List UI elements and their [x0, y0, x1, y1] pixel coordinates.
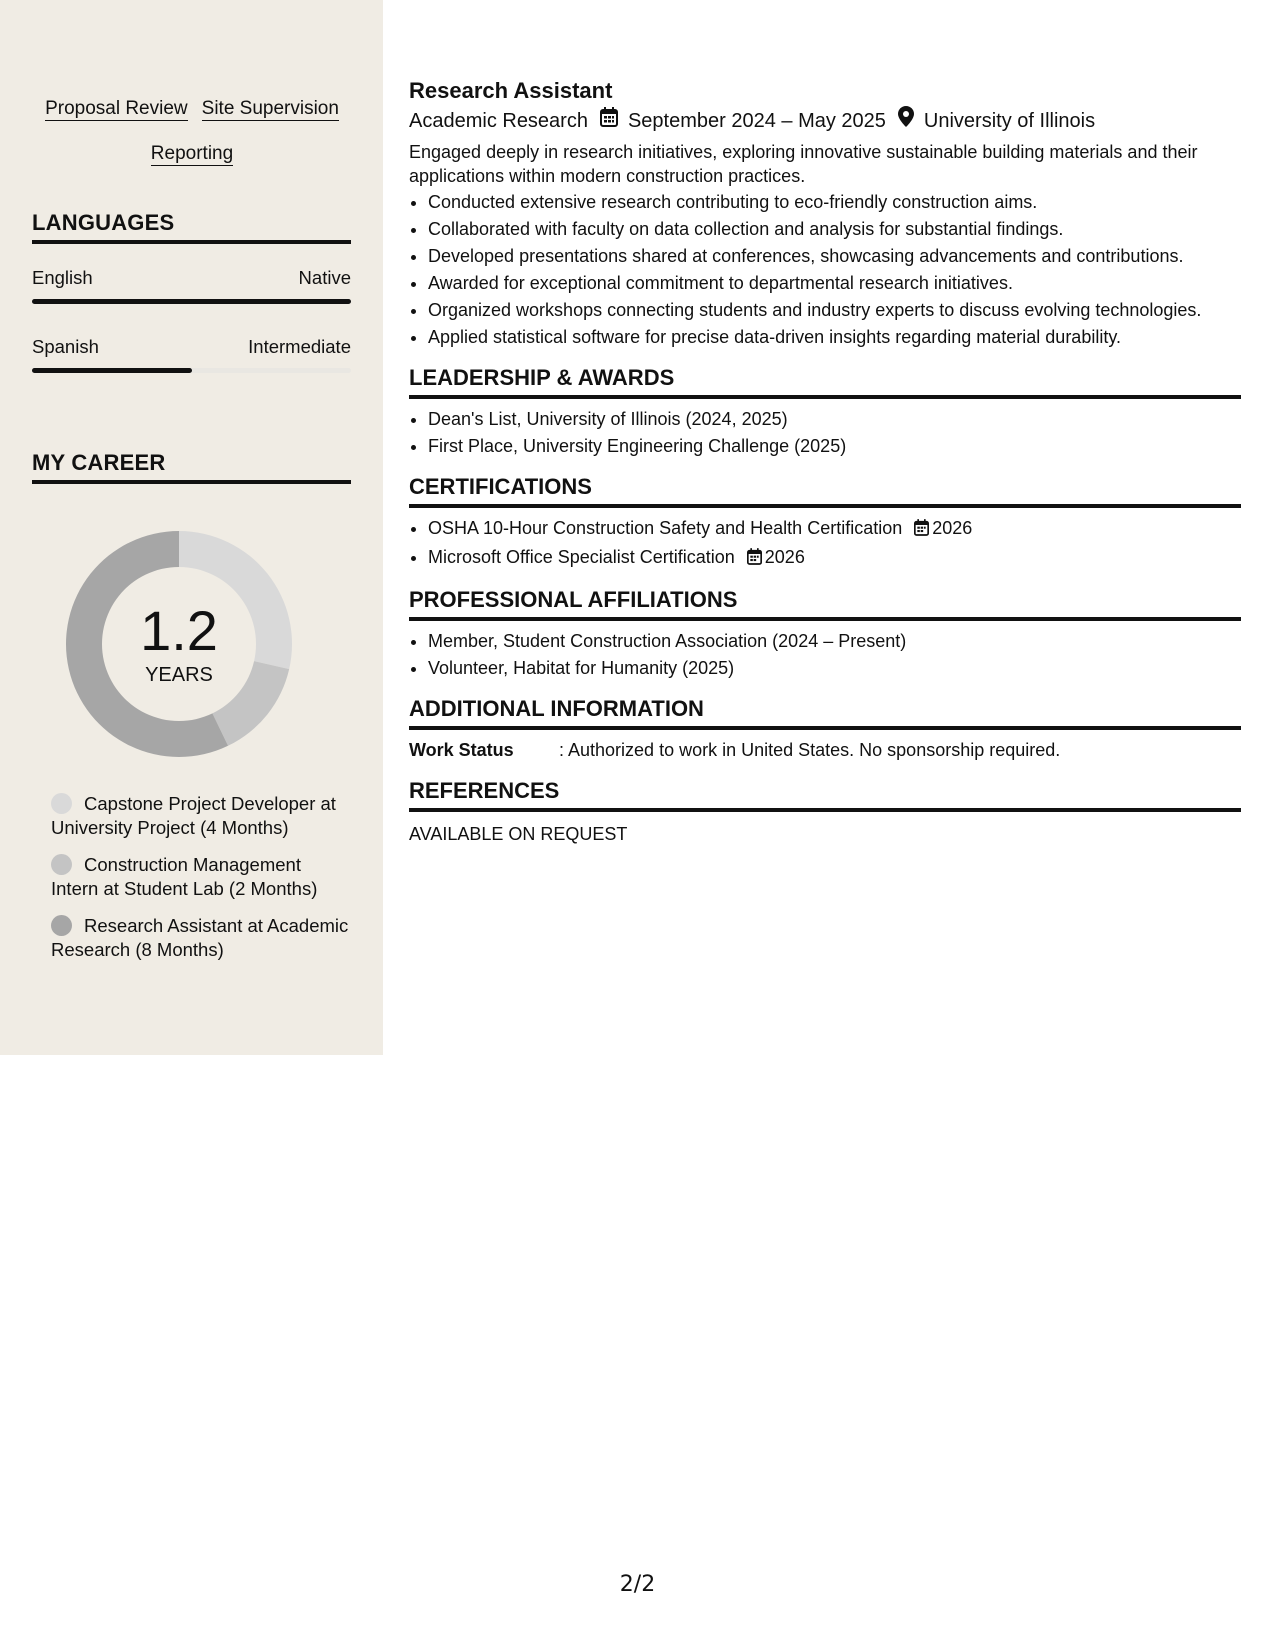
leadership-list — [409, 407, 1241, 458]
list-item: • Volunteer, Habitat for Humanity (2025) — [428, 656, 1241, 680]
work-status-label: Work Status — [409, 740, 514, 760]
languages-heading: LANGUAGES — [32, 210, 351, 244]
career-heading: MY CAREER — [32, 450, 351, 484]
certifications-list — [409, 516, 1241, 571]
additional-info-heading: ADDITIONAL INFORMATION — [409, 694, 1241, 730]
career-legend-label: Research Assistant at Academic Research (8 Months) — [51, 915, 349, 960]
list-item: • Dean's List, University of Illinois (2024, 2025) — [428, 407, 1241, 431]
list-item — [428, 516, 1241, 542]
certifications-heading: CERTIFICATIONS — [409, 472, 1241, 508]
career-legend-label: Construction Management Intern at Student Lab (2 Months) — [51, 854, 318, 899]
language-bar-fill — [32, 368, 192, 373]
language-row-spanish — [32, 336, 351, 358]
language-name: English — [32, 267, 93, 288]
skill-tag: Proposal Review — [45, 98, 188, 119]
affiliations-heading: PROFESSIONAL AFFILIATIONS — [409, 585, 1241, 621]
career-legend-item — [51, 853, 351, 901]
career-donut-chart — [66, 531, 292, 757]
list-item: • Developed presentations shared at conferences, showcasing advancements and contributions. — [428, 244, 1241, 268]
skills-list — [32, 86, 352, 176]
job-description: Engaged deeply in research initiatives, exploring innovative sustainable building materials and their applications within modern construction practices. — [409, 142, 1198, 186]
certification-name: OSHA 10-Hour Construction Safety and Health Certification — [428, 518, 903, 538]
calendar-icon — [747, 547, 762, 571]
career-dot-icon — [51, 793, 72, 814]
career-total-unit: YEARS — [145, 664, 213, 686]
language-name: Spanish — [32, 336, 99, 357]
list-item: • First Place, University Engineering Challenge (2025) — [428, 434, 1241, 458]
list-item — [428, 545, 1241, 571]
certification-name: Microsoft Office Specialist Certification — [428, 547, 735, 567]
language-level: Native — [298, 267, 351, 288]
career-dot-icon — [51, 915, 72, 936]
certification-year: 2026 — [764, 547, 805, 567]
skill-tag: Reporting — [150, 143, 234, 164]
career-legend — [51, 792, 351, 975]
job-company: Academic Research — [409, 110, 588, 132]
affiliations-list — [409, 629, 1241, 680]
language-bar-spanish — [32, 368, 351, 373]
list-item: • Awarded for exceptional commitment to departmental research initiatives. — [428, 271, 1241, 295]
calendar-icon — [600, 106, 618, 136]
career-total-years: 1.2 — [140, 599, 218, 662]
leadership-heading: LEADERSHIP & AWARDS — [409, 363, 1241, 399]
language-bar-fill — [32, 299, 351, 304]
career-legend-item — [51, 792, 351, 840]
main-content — [409, 76, 1241, 846]
sidebar — [0, 0, 383, 1055]
list-item: • Applied statistical software for precise data-driven insights regarding material durability. — [428, 325, 1241, 349]
list-item: • Organized workshops connecting students and industry experts to discuss evolving technologies. — [428, 298, 1241, 322]
skill-tag: Site Supervision — [201, 98, 339, 119]
references-heading: REFERENCES — [409, 776, 1241, 812]
language-bar-english — [32, 299, 351, 304]
job-meta — [409, 106, 1241, 136]
list-item: • Member, Student Construction Association (2024 – Present) — [428, 629, 1241, 653]
career-legend-label: Capstone Project Developer at University Project (4 Months) — [51, 793, 336, 838]
calendar-icon — [914, 518, 929, 542]
map-pin-icon — [898, 106, 914, 136]
career-dot-icon — [51, 854, 72, 875]
language-level: Intermediate — [248, 336, 351, 357]
list-item: • Conducted extensive research contributing to eco-friendly construction aims. — [428, 190, 1241, 214]
job-bullets — [409, 190, 1241, 349]
page-number: 2/2 — [619, 1572, 656, 1597]
list-item: • Collaborated with faculty on data collection and analysis for substantial findings. — [428, 217, 1241, 241]
references-text: AVAILABLE ON REQUEST — [409, 824, 628, 844]
job-location: University of Illinois — [923, 110, 1096, 132]
job-title: Research Assistant — [409, 78, 613, 103]
work-status-value: : Authorized to work in United States. No sponsorship required. — [559, 740, 1061, 760]
career-legend-item — [51, 914, 351, 962]
certification-year: 2026 — [932, 518, 973, 538]
job-dates: September 2024 – May 2025 — [627, 110, 886, 132]
work-status-row — [409, 738, 1241, 762]
language-row-english — [32, 267, 351, 289]
